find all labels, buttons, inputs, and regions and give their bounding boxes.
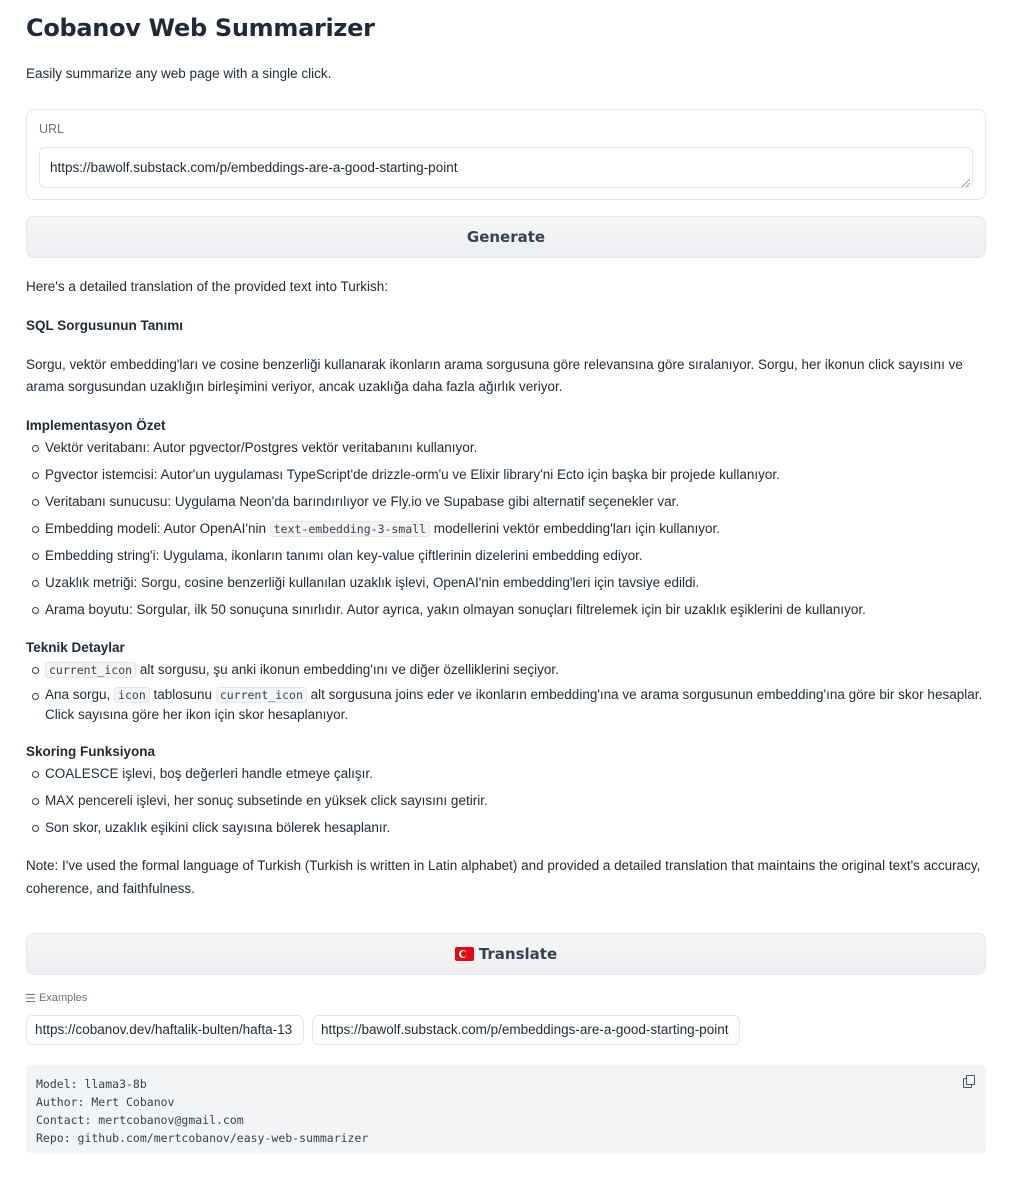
page-title: Cobanov Web Summarizer xyxy=(26,14,375,42)
page-subtitle: Easily summarize any web page with a single click. xyxy=(26,66,332,81)
list-icon xyxy=(26,994,35,1002)
examples-label: Examples xyxy=(39,992,88,1004)
list-item: COALESCE işlevi, boş değerleri handle etmeye çalışır. xyxy=(26,763,986,785)
translate-button[interactable] xyxy=(26,933,986,975)
url-field-block xyxy=(26,109,986,200)
generate-button[interactable] xyxy=(26,216,986,258)
list-item: Ana sorgu, icon tablosunu current_icon alt sorgusuna joins eder ve ikonların embedding'ına ve arama sorgusunun embedding'ına göre bir skor hesaplar. Click sayısına göre her ikon için skor hesaplanıyor. xyxy=(26,685,986,725)
list-item: Embedding string'i: Uygulama, ikonların tanımı olan key-value çiftlerinin dizelerini embedding ediyor. xyxy=(26,545,986,567)
technical-details-list xyxy=(26,659,986,725)
list-item: Uzaklık metriği: Sorgu, cosine benzerliği kullanılan uzaklık işlevi, OpenAI'nin embedding'leri için tavsiye edildi. xyxy=(26,572,986,594)
inline-code: current_icon xyxy=(216,687,307,703)
code-line: Model: llama3-8b xyxy=(36,1077,147,1091)
section-heading: Teknik Detaylar xyxy=(26,640,125,655)
section-paragraph: Sorgu, vektör embedding'ları ve cosine benzerliği kullanarak ikonların arama sorgusuna göre relevansına göre sıralanıyor. Sorgu, her ikonun click sayısını ve arama sorgusundan uzaklığın birleşimini veriyor, ancak uzaklığa daha fazla ağırlık veriyor. xyxy=(26,357,963,394)
example-button[interactable]: https://bawolf.substack.com/p/embeddings-are-a-good-starting-point xyxy=(312,1015,740,1045)
implementation-list xyxy=(26,437,986,621)
turkey-flag-icon xyxy=(455,947,474,961)
copy-icon[interactable] xyxy=(963,1075,975,1087)
code-line: Repo: github.com/mertcobanov/easy-web-summarizer xyxy=(36,1131,369,1145)
list-item: Pgvector istemcisi: Autor'un uygulaması TypeScript'de drizzle-orm'u ve Elixir library'ni Ecto için başka bir projede kullanıyor. xyxy=(26,464,986,486)
list-item: MAX pencereli işlevi, her sonuç subsetinde en yüksek click sayısını getirir. xyxy=(26,790,986,812)
list-item: current_icon alt sorgusu, şu anki ikonun embedding'ını ve diğer özelliklerini seçiyor. xyxy=(26,659,986,681)
scoring-list xyxy=(26,763,986,839)
code-line: Contact: mertcobanov@gmail.com xyxy=(36,1113,244,1127)
intro-text: Here's a detailed translation of the provided text into Turkish: xyxy=(26,279,389,294)
code-line: Author: Mert Cobanov xyxy=(36,1095,175,1109)
section-heading: Implementasyon Özet xyxy=(26,418,166,433)
list-item: Veritabanı sunucusu: Uygulama Neon'da barındırılıyor ve Fly.io ve Supabase gibi alternatif seçenekler var. xyxy=(26,491,986,513)
list-item: Arama boyutu: Sorgular, ilk 50 sonuçuna sınırlıdır. Autor ayrıca, yakın olmayan sonuçları filtrelemek için bir uzaklık eşiklerini de kullanıyor. xyxy=(26,599,986,621)
note-text: Note: I've used the formal language of Turkish (Turkish is written in Latin alphabet) and provided a detailed translation that maintains the original text's accuracy, coherence, and faithfulness. xyxy=(26,858,981,896)
section-heading: SQL Sorgusunun Tanımı xyxy=(26,318,184,333)
inline-code: current_icon xyxy=(45,662,136,678)
info-code-block xyxy=(26,1065,986,1153)
list-item: Son skor, uzaklık eşikini click sayısına bölerek hesaplanır. xyxy=(26,817,986,839)
list-item: Vektör veritabanı: Autor pgvector/Postgres vektör veritabanını kullanıyor. xyxy=(26,437,986,459)
url-input[interactable]: https://bawolf.substack.com/p/embeddings-are-a-good-starting-point xyxy=(39,147,973,188)
inline-code: icon xyxy=(114,687,150,703)
generate-label: Generate xyxy=(466,228,546,246)
section-heading: Skoring Funksiyona xyxy=(26,744,156,759)
resize-grip-icon[interactable] xyxy=(962,179,970,187)
list-item: Embedding modeli: Autor OpenAI'nin text-embedding-3-small modellerini vektör embedding'ları için kullanıyor. xyxy=(26,518,986,540)
summary-output xyxy=(26,276,986,900)
example-button[interactable]: https://cobanov.dev/haftalik-bulten/hafta-13 xyxy=(26,1015,304,1045)
inline-code: text-embedding-3-small xyxy=(270,521,430,537)
url-label: URL xyxy=(39,122,65,136)
examples-header xyxy=(26,992,87,1004)
translate-label: Translate xyxy=(478,945,558,963)
